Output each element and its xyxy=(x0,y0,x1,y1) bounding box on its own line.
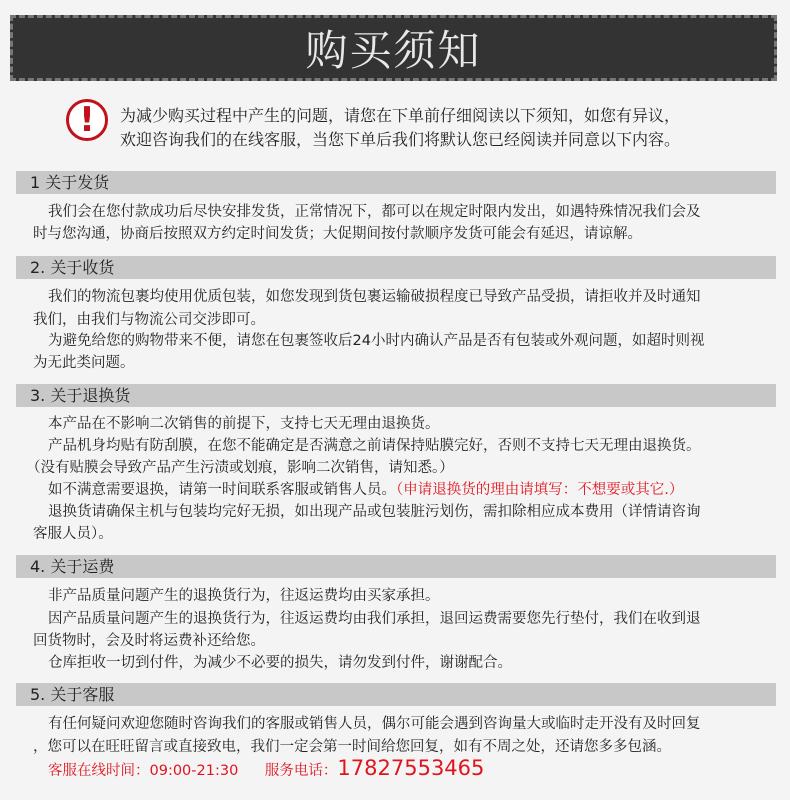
section-heading-shipping: 1 关于发货 xyxy=(16,171,776,194)
text-line: 时与您沟通，协商后按照双方约定时间发货；大促期间按付款顺序发货可能会有延迟，请谅解。 xyxy=(33,226,642,242)
intro-line: 欢迎咨询我们的在线客服，当您下单后我们将默认您已经阅读并同意以下内容。 xyxy=(120,130,681,149)
return-reason-note: （申请退换货的理由请填写：不想要或其它.） xyxy=(396,482,684,498)
section-heading-returns: 3. 关于退换货 xyxy=(16,384,776,407)
section-heading-shipping-fee: 4. 关于运费 xyxy=(16,555,776,578)
text-line: 仓库拒收一切到付件，为减少不必要的损失，请勿发到付件，谢谢配合。 xyxy=(48,655,512,671)
text-line: 客服人员）。 xyxy=(33,526,113,542)
title-banner xyxy=(10,15,777,81)
text-line: 产品机身均贴有防刮膜，在您不能确定是否满意之前请保持贴膜完好，否则不支持七天无理由退换货。 xyxy=(48,438,701,454)
text-line: 我们会在您付款成功后尽快安排发货，正常情况下，都可以在规定时限内发出，如遇特殊情况我们会及 xyxy=(48,204,701,220)
text-line: 退换货请确保主机与包装均完好无损，如出现产品或包装脏污划伤，需扣除相应成本费用（详情请咨询 xyxy=(48,504,701,520)
text-line: 为无此类问题。 xyxy=(33,355,135,371)
text-line: 我们，由我们与物流公司交涉即可。 xyxy=(33,312,265,328)
contact-line xyxy=(48,758,484,781)
text-line: 有任何疑问欢迎您随时咨询我们的客服或销售人员，偶尔可能会遇到咨询量大或临时走开没有及时回复 xyxy=(48,716,701,732)
text-line: ，您可以在旺旺留言或直接致电，我们一定会第一时间给您回复，如有不周之处，还请您多多包涵。 xyxy=(33,739,671,755)
text-line: 本产品在不影响二次销售的前提下，支持七天无理由退换货。 xyxy=(48,416,440,432)
text-line: 非产品质量问题产生的退换货行为，往返运费均由买家承担。 xyxy=(48,588,440,604)
text-line: 为避免给您的购物带来不便，请您在包裹签收后24小时内确认产品是否有包装或外观问题，如超时则视 xyxy=(48,333,705,349)
section-heading-receiving: 2. 关于收货 xyxy=(16,256,776,279)
phone-label: 服务电话： xyxy=(264,763,338,779)
text-line: 我们的物流包裹均使用优质包装，如您发现到货包裹运输破损程度已导致产品受损，请拒收并及时通知 xyxy=(48,289,701,305)
warning-icon: ! xyxy=(66,99,108,141)
text-line xyxy=(48,480,683,500)
text-line: （没有贴膜会导致产品产生污渍或划痕，影响二次销售，请知悉。） xyxy=(26,460,454,476)
intro-line: 为减少购买过程中产生的问题，请您在下单前仔细阅读以下须知，如您有异议， xyxy=(120,106,681,125)
text-line: 因产品质量问题产生的退换货行为，往返运费均由我们承担，退回运费需要您先行垫付，我们在收到退 xyxy=(48,611,701,627)
section-heading-customer-service: 5. 关于客服 xyxy=(16,683,776,706)
service-hours: 客服在线时间：09:00-21:30 xyxy=(48,763,239,779)
page-title: 购买须知 xyxy=(305,26,482,75)
text-line: 回货物时，会及时将运费补还给您。 xyxy=(33,633,265,649)
phone-number: 17827553465 xyxy=(337,756,485,780)
text: 如不满意需要退换，请第一时间联系客服或销售人员。 xyxy=(48,482,396,498)
